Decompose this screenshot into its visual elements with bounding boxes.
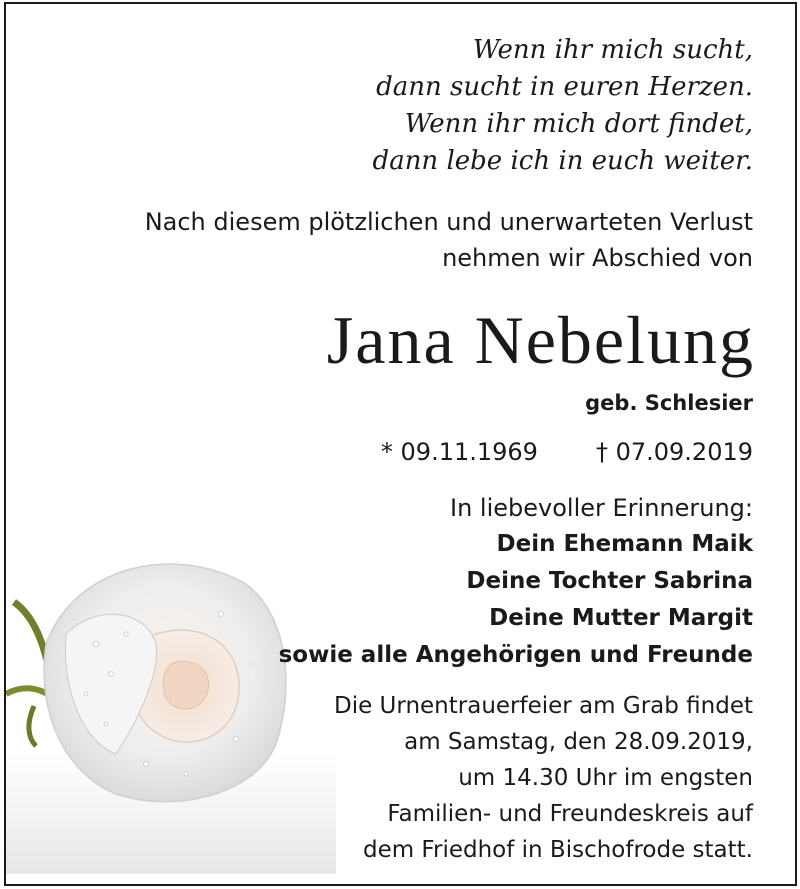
intro-text [145, 204, 753, 276]
mourner: sowie alle Angehörigen und Freunde [278, 642, 753, 668]
deceased-name: Jana Nebelung [326, 302, 755, 378]
obituary-notice [4, 2, 797, 886]
death-date: † 07.09.2019 [595, 438, 753, 466]
intro-line: Nach diesem plötzlichen und unerwarteten Verlust [144, 208, 753, 236]
poem [373, 32, 753, 180]
mourner: Dein Ehemann Maik [496, 531, 753, 557]
ceremony-info [334, 688, 753, 868]
ceremony-line: um 14.30 Uhr im engsten [458, 765, 753, 791]
ceremony-line: dem Friedhof in Bischofrode statt. [362, 837, 753, 863]
intro-line: nehmen wir Abschied von [442, 244, 753, 272]
ceremony-line: Die Urnentrauerfeier am Grab findet [334, 693, 753, 719]
mourner: Deine Mutter Margit [489, 605, 753, 631]
poem-line: Wenn ihr mich sucht, [472, 35, 753, 65]
ceremony-line: am Samstag, den 28.09.2019, [404, 729, 753, 755]
ceremony-line: Familien- und Freundeskreis auf [387, 801, 753, 827]
poem-line: dann sucht in euren Herzen. [376, 72, 753, 102]
poem-line: Wenn ihr mich dort findet, [404, 109, 753, 139]
birth-date: * 09.11.1969 [380, 438, 538, 466]
memory-line: In liebevoller Erinnerung: [450, 494, 753, 522]
poem-line: dann lebe ich in euch weiter. [372, 146, 753, 176]
life-dates [381, 436, 753, 468]
mourner: Deine Tochter Sabrina [466, 568, 753, 594]
maiden-name: geb. Schlesier [585, 391, 753, 415]
mourners-list [279, 526, 753, 674]
